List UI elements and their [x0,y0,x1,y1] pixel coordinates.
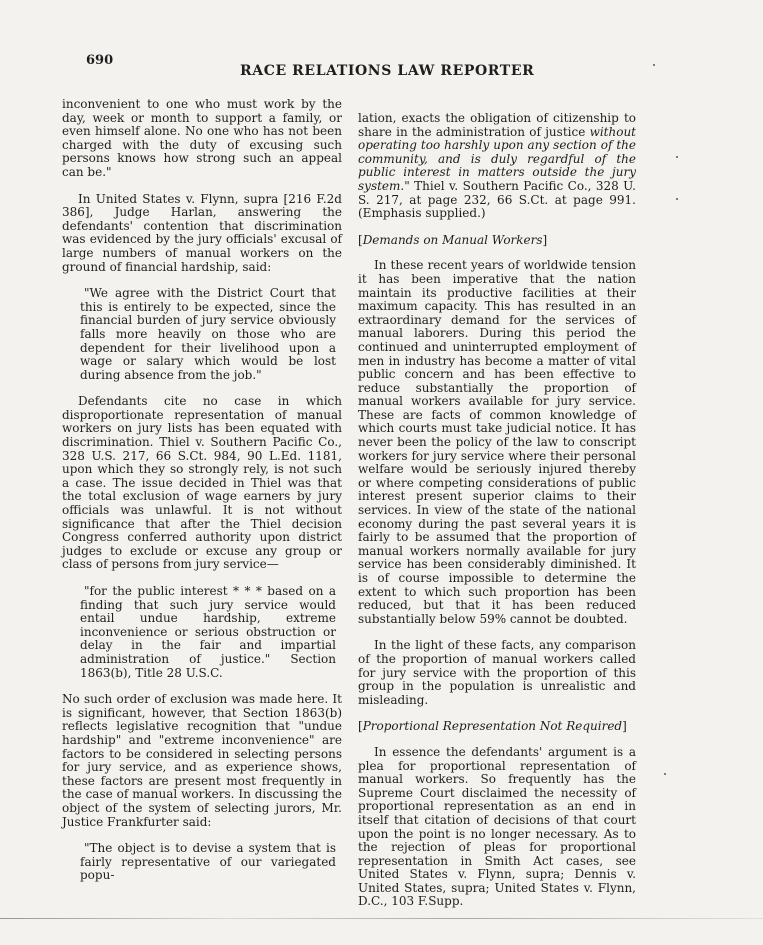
running-head: RACE RELATIONS LAW REPORTER [240,63,535,79]
citation-text: " Thiel v. Southern Pacific Co., 328 U. S. 217, at page 232, 66 S.Ct. at page 991. (Emphasis supplied.) [358,178,636,221]
scan-speck [676,156,678,158]
scan-edge-line [0,918,763,919]
paragraph: In the light of these facts, any comparison of the proportion of manual workers called for jury service with the proportion of this group in the population is unrealistic and misleading. [358,638,636,707]
quote-text: lation, exacts the obligation of citizenship to share in the administration of justice [358,111,636,139]
scan-speck [664,773,666,775]
section-heading: [Demands on Manual Workers] [358,232,548,247]
emphasized-text: without operating too harshly upon any section of the community, and is duly regardful of the public interest in matters outside the jury system. [358,124,636,193]
right-column [358,112,636,922]
paragraph: No such order of exclusion was made here. It is significant, however, that Section 1863(b) reflects legislative recognition that "undue hardship" and "extreme inconvenience" are factors to be considered in selecting persons for jury service, and as experience shows, these factors are present most frequently in the case of manual workers. In discussing the object of the system of selecting jurors, Mr. Justice Frankfurter said: [62,692,342,829]
section-heading-text: Demands on Manual Workers [362,232,543,247]
paragraph: In these recent years of worldwide tension it has been imperative that the nation maintain its productive facilities at their maximum capacity. This has resulted in an extraordinary demand for the services of manual laborers. During this period the continued and uninterrupted employment of men in industry has become a matter of vital public concern and has been effective to reduce substantially the proportion of manual workers available for jury service. These are facts of common knowledge of which courts must take judicial notice. It has never been the policy of the law to conscript workers for jury service where their personal welfare would be seriously injured thereby or where competing considerations of public interest present superior claims to their services. In view of the state of the national economy during the past several years it is fairly to be assumed that the proportion of manual workers normally available for jury service has been considerably diminished. It is of course impossible to determine the extent to which such proportion has been reduced, but that it has been reduced substantially below 59% cannot be doubted. [358,258,636,626]
paragraph: In essence the defendants' argument is a plea for proportional representation of manual workers. So frequently has the Supreme Court disclaimed the necessity of proportional representation as an end in itself that citation of decisions of that court upon the point is no longer necessary. As to the rejection of pleas for proportional representation in Smith Act cases, see United States v. Flynn, supra; Dennis v. United States, supra; United States v. Flynn, D.C., 103 F.Supp. [358,744,636,909]
block-quote-continuation [358,112,636,221]
paragraph: In United States v. Flynn, supra [216 F.2d 386], Judge Harlan, answering the defendants' contention that discrimination was evidenced by the jury officials' excusal of large numbers of manual workers on the ground of financial hardship, said: [62,191,342,274]
paragraph: Defendants cite no case in which disproportionate representation of manual workers on jury lists has been equated with discrimination. Thiel v. Southern Pacific Co., 328 U.S. 217, 66 S.Ct. 984, 90 L.Ed. 1181, upon which they so strongly rely, is not such a case. The issue decided in Thiel was that the total exclusion of wage earners by jury officials was unlawful. It is not without significance that after the Thiel decision Congress conferred authority upon district judges to exclude or excuse any group or class of persons from jury service— [62,394,342,572]
scan-speck [676,198,678,200]
left-column [62,98,342,896]
block-quote: "The object is to devise a system that is fairly representative of our variegated popu- [80,841,336,883]
page-number: 690 [86,53,114,68]
scan-speck [653,64,655,66]
block-quote: "for the public interest * * * based on a finding that such jury service would entail undue hardship, extreme inconvenience or serious obstruction or delay in the fair and impartial administration of justice." Section 1863(b), Title 28 U.S.C. [80,584,336,680]
section-heading: [Proportional Representation Not Required] [358,719,627,734]
section-heading-text: Proportional Representation Not Required [362,719,623,734]
block-quote: "We agree with the District Court that this is entirely to be expected, since the financial burden of jury service obviously falls more heavily on those who are dependent for their livelihood upon a wage or salary which would be lost during absence from the job." [80,286,336,382]
paragraph: inconvenient to one who must work by the day, week or month to support a family, or even himself alone. No one who has not been charged with the duty of excusing such persons knows how strong such an appeal can be." [62,97,342,179]
